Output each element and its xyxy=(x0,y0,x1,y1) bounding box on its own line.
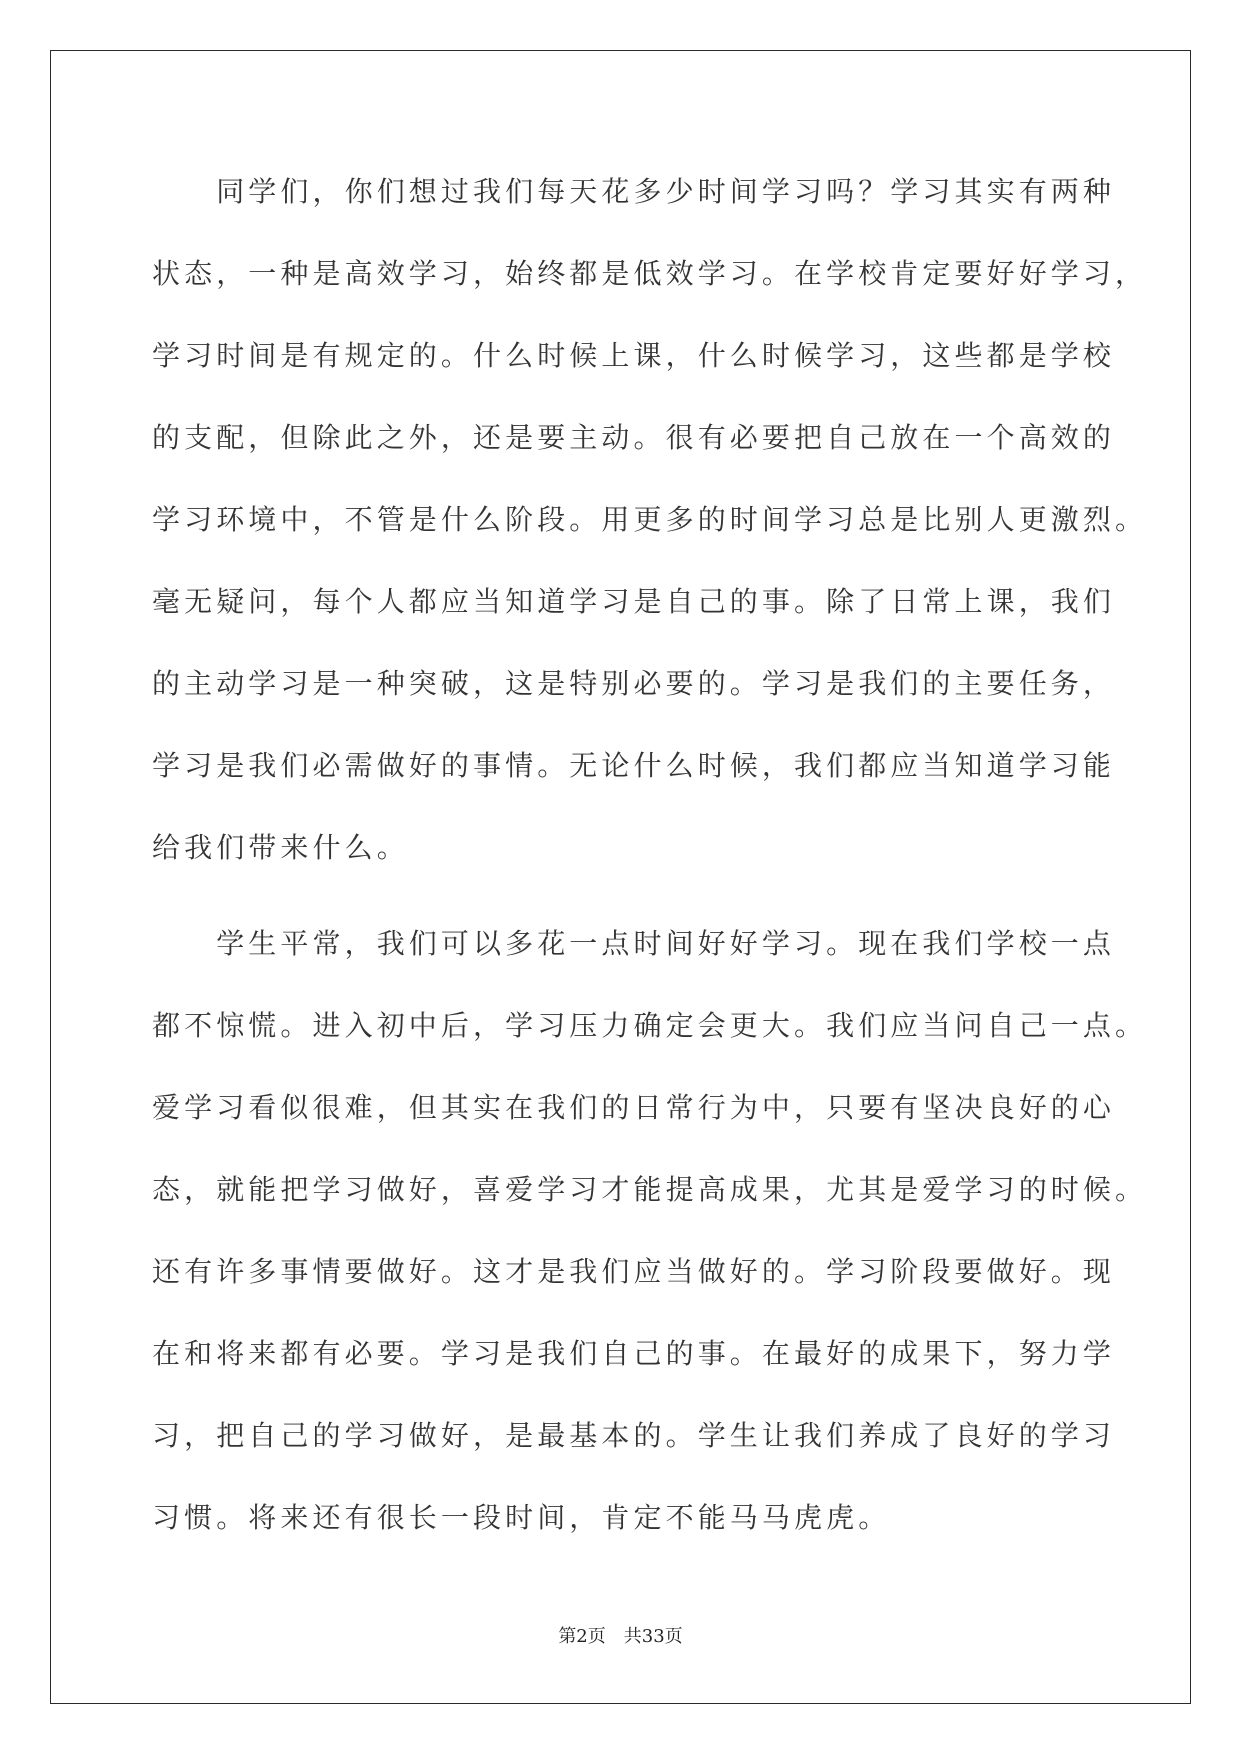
text-line: 学习时间是有规定的。什么时候上课，什么时候学习，这些都是学校 xyxy=(152,339,1116,372)
page-footer xyxy=(0,1622,1241,1648)
text-line: 的主动学习是一种突破，这是特别必要的。学习是我们的主要任务， xyxy=(152,667,1116,700)
paragraph-spacer xyxy=(152,889,1092,903)
text-line: 毫无疑问，每个人都应当知道学习是自己的事。除了日常上课，我们 xyxy=(152,585,1116,618)
text-line: 在和将来都有必要。学习是我们自己的事。在最好的成果下，努力学 xyxy=(152,1337,1116,1370)
paragraph xyxy=(152,151,1148,889)
page-number: 第2页 共33页 xyxy=(558,1626,683,1647)
text-line: 习惯。将来还有很长一段时间，肯定不能马马虎虎。 xyxy=(152,1501,891,1534)
text-line: 还有许多事情要做好。这才是我们应当做好的。学习阶段要做好。现 xyxy=(152,1255,1116,1288)
text-line: 学习环境中，不管是什么阶段。用更多的时间学习总是比别人更激烈。 xyxy=(152,503,1148,536)
text-line: 爱学习看似很难，但其实在我们的日常行为中，只要有坚决良好的心 xyxy=(152,1091,1116,1124)
text-line: 学习是我们必需做好的事情。无论什么时候，我们都应当知道学习能 xyxy=(152,749,1116,782)
text-line: 给我们带来什么。 xyxy=(152,831,409,864)
text-line: 同学们，你们想过我们每天花多少时间学习吗？学习其实有两种 xyxy=(152,175,1116,208)
text-line: 状态，一种是高效学习，始终都是低效学习。在学校肯定要好好学习， xyxy=(152,257,1148,290)
text-line: 都不惊慌。进入初中后，学习压力确定会更大。我们应当问自己一点。 xyxy=(152,1009,1148,1042)
paragraph xyxy=(152,903,1148,1559)
document-body xyxy=(152,151,1148,1559)
text-line: 习，把自己的学习做好，是最基本的。学生让我们养成了良好的学习 xyxy=(152,1419,1116,1452)
text-line: 态，就能把学习做好，喜爱学习才能提高成果，尤其是爱学习的时候。 xyxy=(152,1173,1148,1206)
text-line: 的支配，但除此之外，还是要主动。很有必要把自己放在一个高效的 xyxy=(152,421,1116,454)
text-line: 学生平常，我们可以多花一点时间好好学习。现在我们学校一点 xyxy=(152,927,1116,960)
